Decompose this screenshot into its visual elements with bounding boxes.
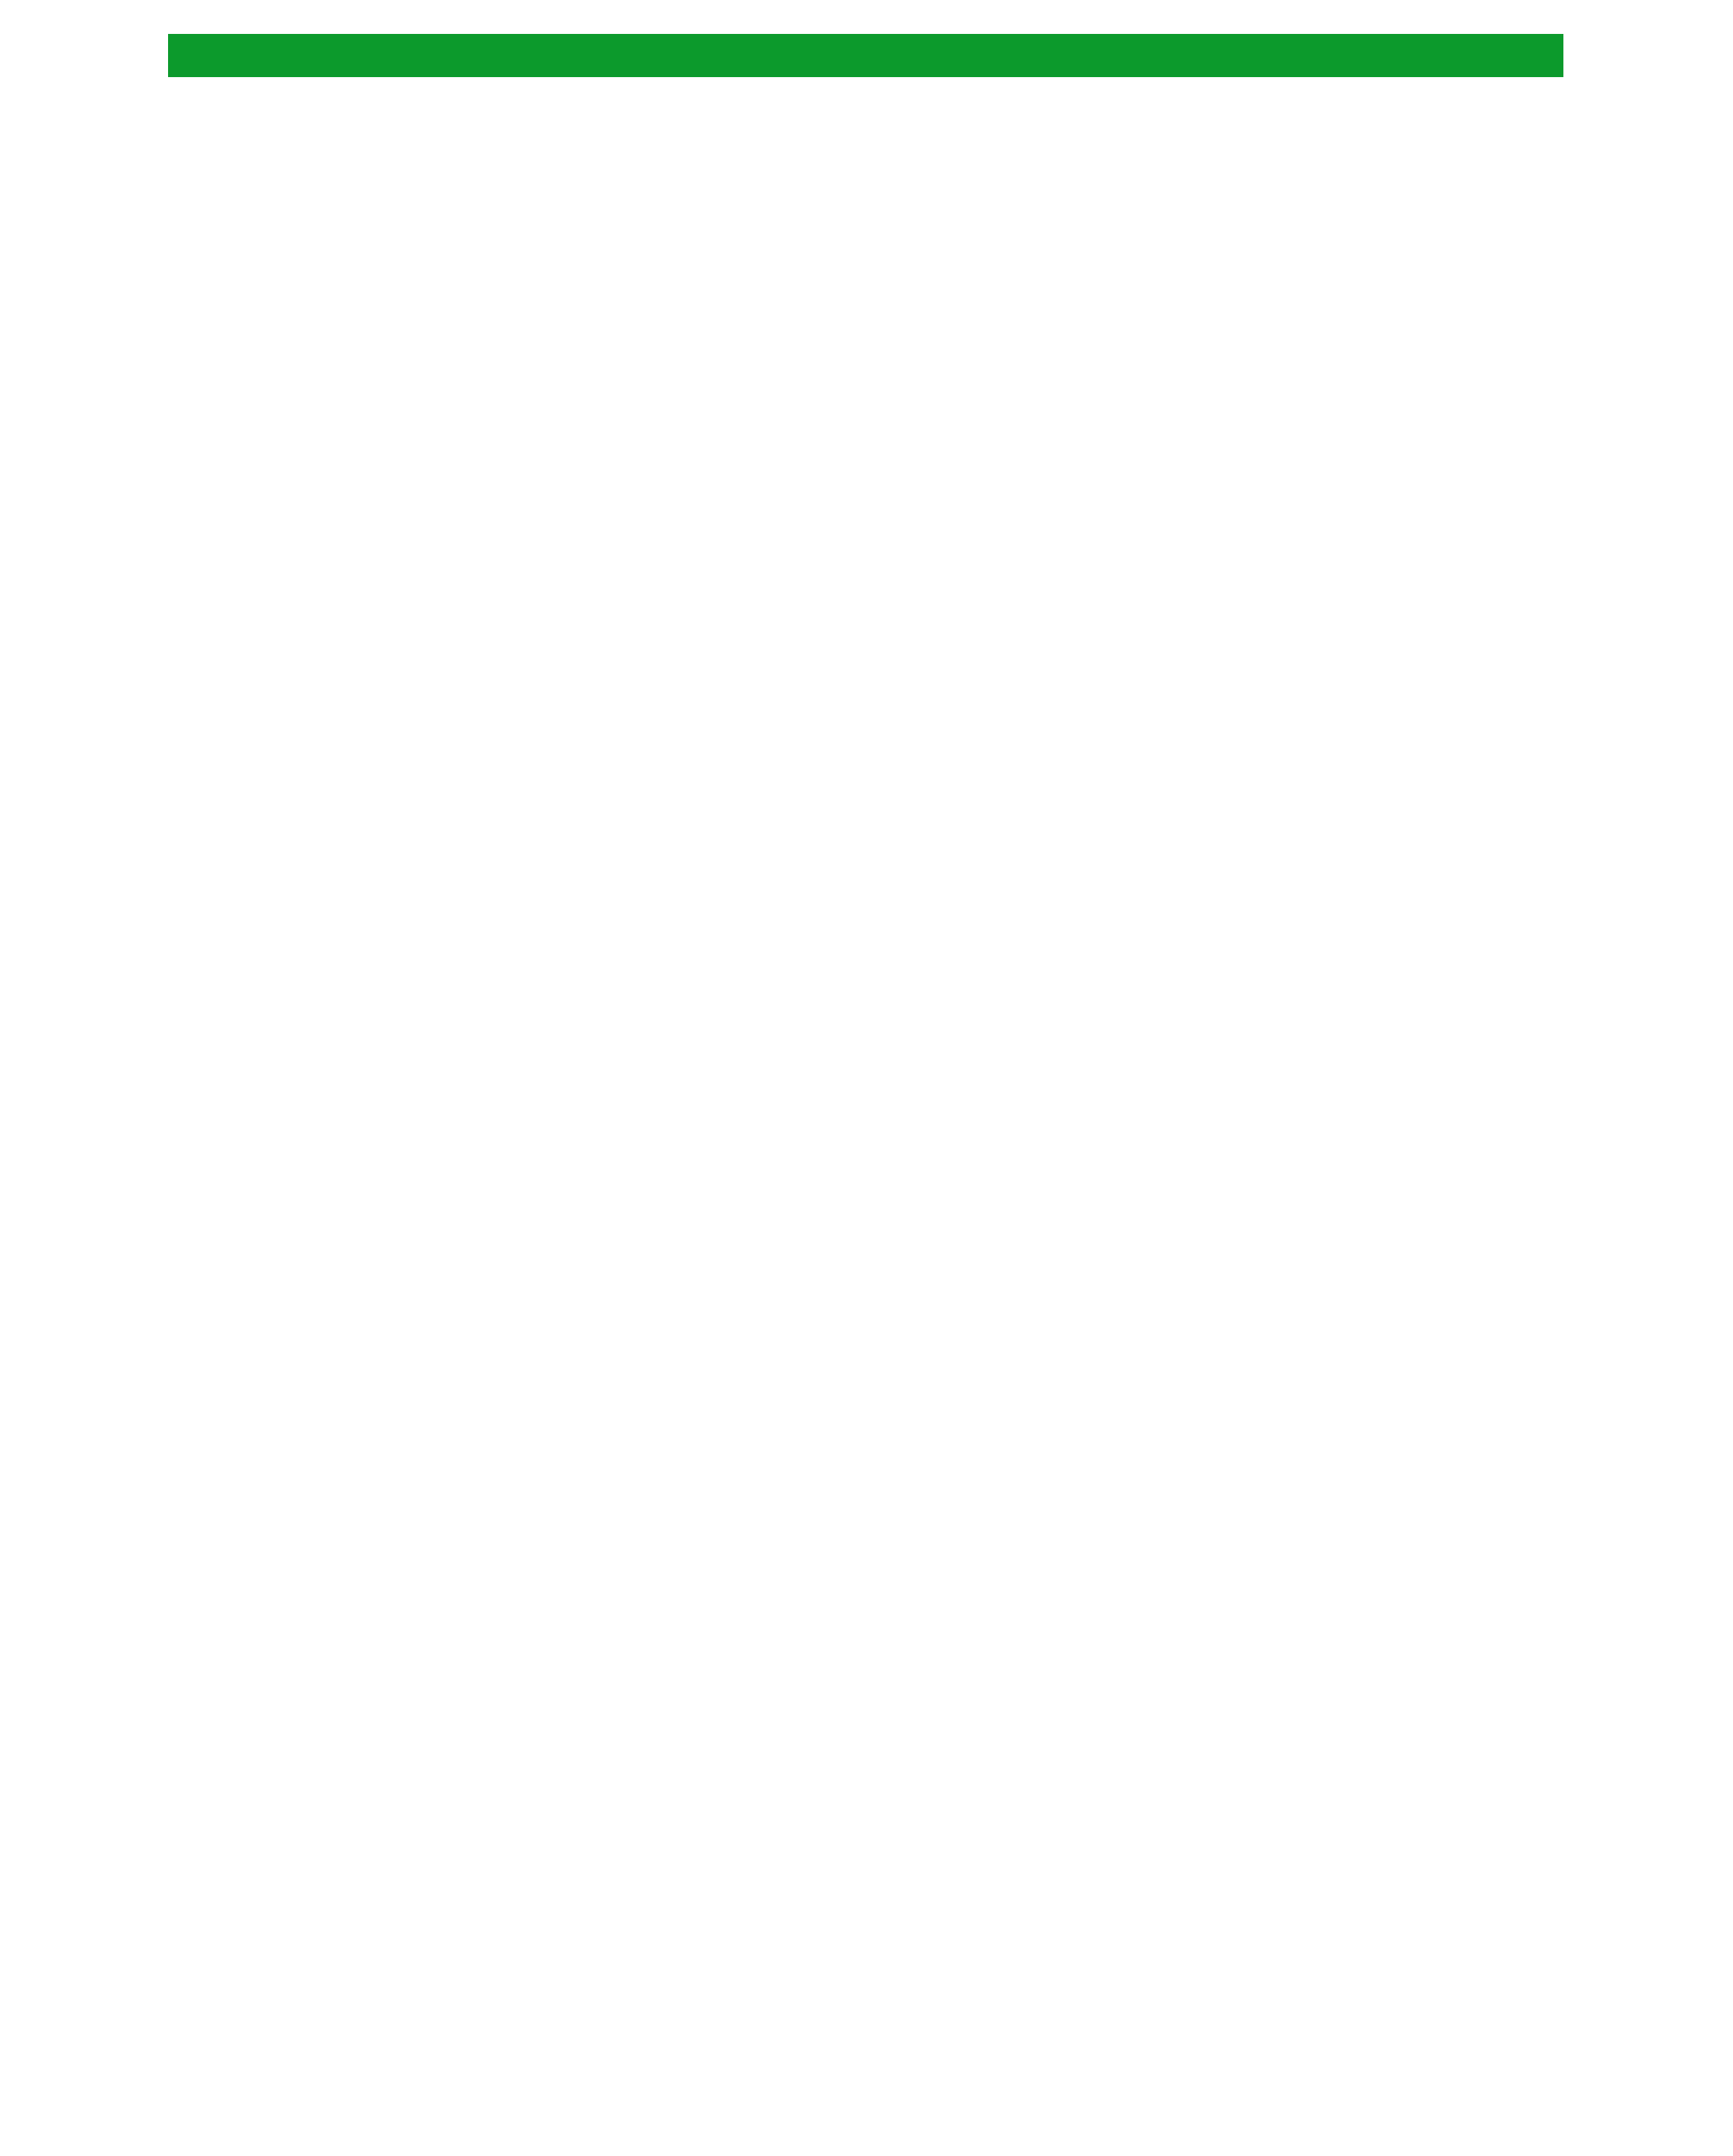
year-banner [168, 34, 1563, 77]
